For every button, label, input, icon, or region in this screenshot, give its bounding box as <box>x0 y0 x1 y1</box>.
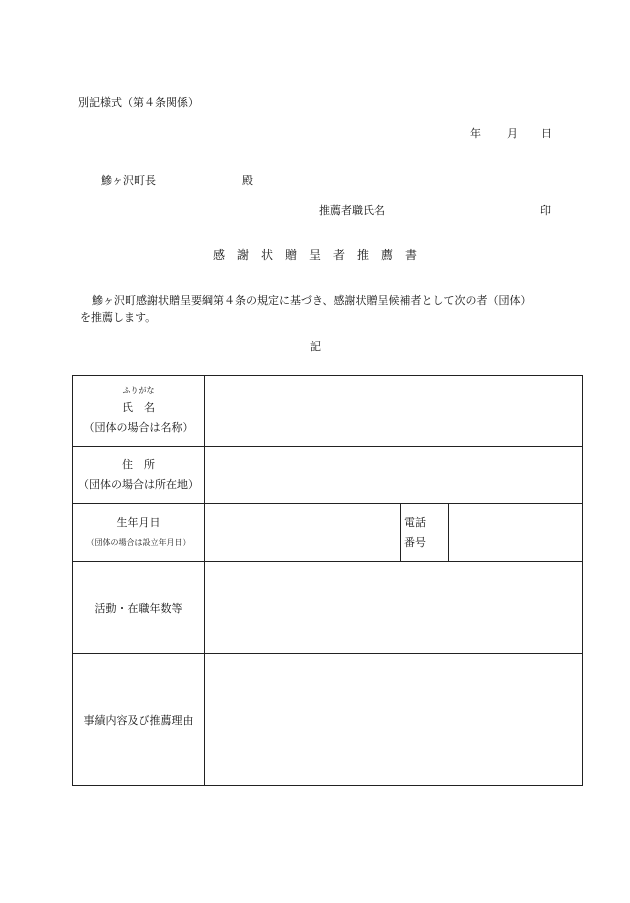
address-label-cell <box>73 447 205 504</box>
ki-marker: 記 <box>310 340 321 353</box>
phone-label-2: 番号 <box>404 535 426 549</box>
birth-note: （団体の場合は設立年月日） <box>86 537 191 547</box>
address-label: 住 所 <box>122 458 155 471</box>
reason-input-cell[interactable] <box>205 654 583 786</box>
body-line-2: を推薦します。 <box>80 311 157 324</box>
birth-label: 生年月日 <box>116 515 161 529</box>
date-month-label: 月 <box>507 127 518 140</box>
table-row-address <box>73 447 583 504</box>
address-input-cell[interactable] <box>205 447 583 504</box>
birth-label-cell <box>73 504 205 562</box>
date-day-label: 日 <box>541 127 552 140</box>
date-year-label: 年 <box>470 127 481 140</box>
recommendation-table <box>72 375 583 786</box>
document-title: 感 謝 状 贈 呈 者 推 薦 書 <box>212 248 417 262</box>
recommender-label: 推薦者職氏名 <box>319 204 385 217</box>
table-row-reason <box>73 654 583 786</box>
birth-input-cell[interactable] <box>205 504 401 562</box>
table-row-activity <box>73 562 583 654</box>
name-label-cell <box>73 376 205 447</box>
table-row-name <box>73 376 583 447</box>
table-row-birth <box>73 504 583 562</box>
form-name: 別記様式（第４条関係） <box>78 96 199 109</box>
name-label: 氏 名 <box>122 401 155 414</box>
name-note: （団体の場合は名称） <box>83 421 194 434</box>
name-input-cell[interactable] <box>205 376 583 447</box>
phone-label-cell <box>401 504 449 562</box>
activity-input-cell[interactable] <box>205 562 583 654</box>
phone-input-cell[interactable] <box>449 504 583 562</box>
reason-label-cell <box>73 654 205 786</box>
addressee-name: 鰺ヶ沢町長 <box>101 174 156 187</box>
activity-label: 活動・在職年数等 <box>94 601 183 615</box>
body-line-1: 鰺ヶ沢町感謝状贈呈要綱第４条の規定に基づき、感謝状贈呈候補者として次の者（団体） <box>92 294 532 307</box>
furigana-label: ふりがな <box>122 386 155 395</box>
phone-label-1: 電話 <box>404 515 426 529</box>
reason-label: 事績内容及び推薦理由 <box>83 713 194 727</box>
addressee-honorific: 殿 <box>242 174 253 187</box>
activity-label-cell <box>73 562 205 654</box>
address-note: （団体の場合は所在地） <box>78 478 199 491</box>
seal-mark: 印 <box>540 204 551 217</box>
